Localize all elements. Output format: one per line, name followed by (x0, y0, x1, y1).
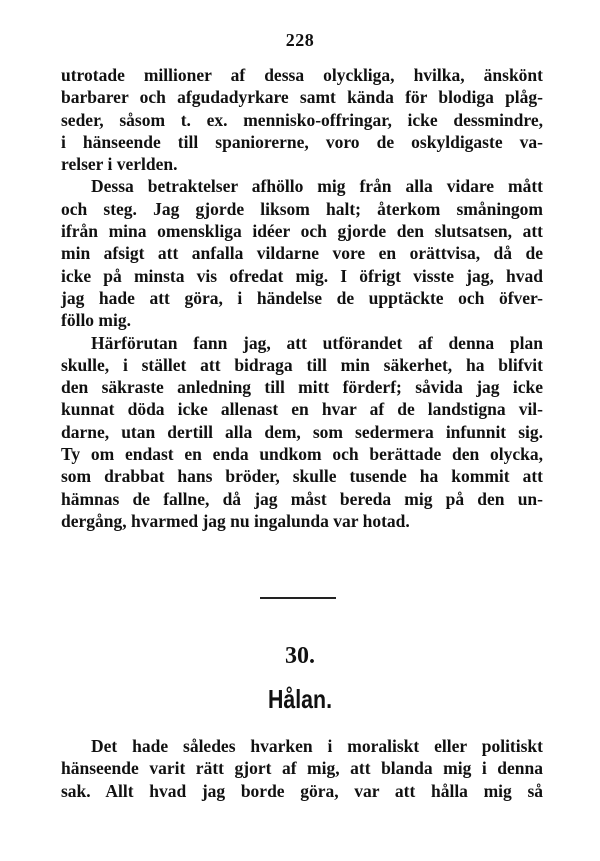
text-line: föllo mig. (61, 310, 131, 331)
text-line: sak. Allt hvad jag borde göra, var att hålla mig så (61, 780, 543, 801)
text-line: den säkraste anledning till mitt förderf; såvida jag icke (61, 377, 543, 398)
text-line: skulle, i stället att bidraga till min säkerhet, ha blifvit (61, 354, 543, 375)
paragraphs-section-1 (61, 64, 543, 532)
text-line: relser i verlden. (61, 154, 178, 175)
text-line: Det hade således hvarken i moraliskt eller politiskt (91, 736, 543, 756)
chapter-number: 30. (285, 643, 315, 669)
text-line: min afsigt att anfalla vildarne vore en orättvisa, då de (61, 243, 543, 264)
chapter-title: Hålan. (268, 684, 332, 714)
text-line: hänseende varit rätt gjort af mig, att blanda mig i denna (61, 758, 543, 779)
text-line: utrotade millioner af dessa olyckliga, hvilka, änskönt (61, 65, 543, 85)
text-line: jag hade att göra, i händelse de upptäckte och öfver- (61, 287, 543, 308)
text-line: dergång, hvarmed jag nu ingalunda var hotad. (61, 510, 410, 531)
page-number: 228 (285, 30, 315, 50)
text-line: ifrån mina omenskliga idéer och gjorde den slutsatsen, att (61, 221, 543, 242)
text-line: barbarer och afgudadyrkare samt kända för blodiga plåg- (61, 87, 543, 108)
text-line: Ty om endast en enda undkom och berättade den olycka, (61, 444, 543, 465)
text-line: Dessa betraktelser afhöllo mig från alla vidare mått (91, 176, 543, 197)
text-line: seder, såsom t. ex. mennisko-offringar, icke dessmindre, (61, 109, 543, 130)
text-line: och steg. Jag gjorde liksom halt; återkom småningom (61, 198, 543, 219)
text-line: Härförutan fann jag, att utförandet af denna plan (91, 332, 543, 353)
text-line: kunnat döda icke allenast en hvar af de landstigna vil- (61, 399, 543, 420)
text-line: icke på minsta vis ofredat mig. I öfrigt visste jag, hvad (61, 265, 543, 286)
text-line: darne, utan dertill alla dem, som sedermera infunnit sig. (61, 421, 543, 442)
section-divider (260, 597, 336, 599)
text-line: hämnas de fallne, då jag måst bereda mig på den un- (61, 488, 543, 509)
text-line: som drabbat hans bröder, skulle tusende ha kommit att (61, 466, 543, 487)
paragraphs-section-2 (61, 735, 543, 802)
text-line: i hänseende till spaniorerne, voro de oskyldigaste va- (61, 131, 543, 152)
